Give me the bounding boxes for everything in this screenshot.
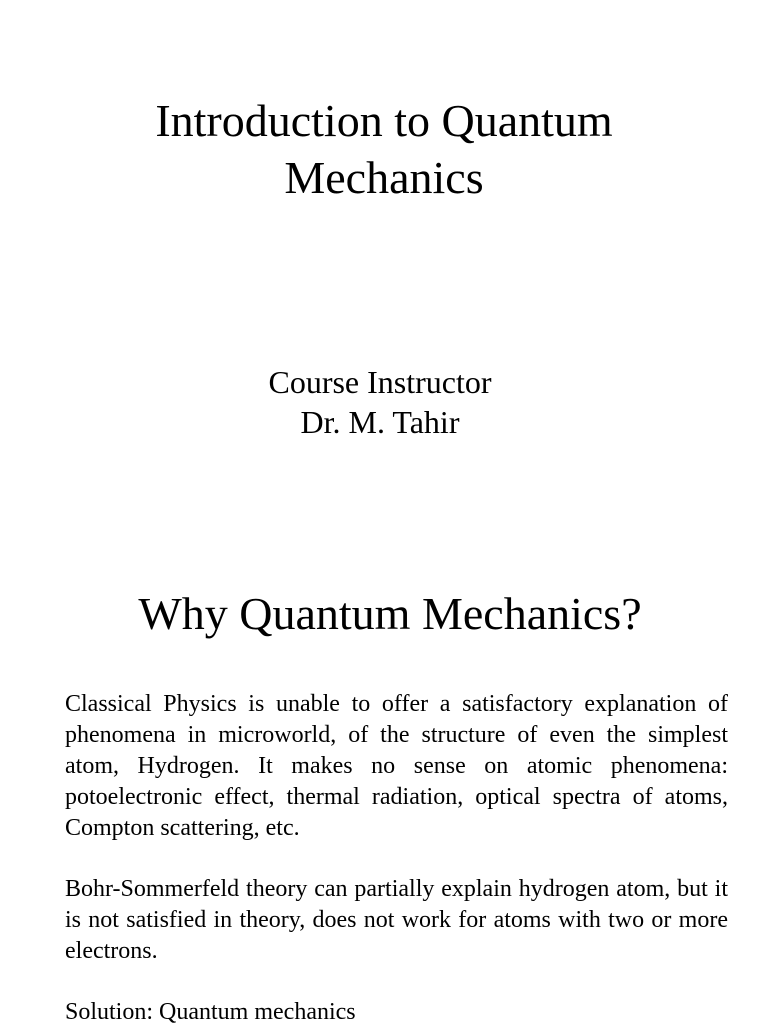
paragraph-bohr-sommerfeld: Bohr-Sommerfeld theory can partially explain hydrogen atom, but it is not satisfied in theory, does not work for atoms with two or more electrons. xyxy=(65,876,728,964)
paragraph-classical-physics: Classical Physics is unable to offer a satisfactory explanation of phenomena in microworld, of the structure of even the simplest atom, Hydrogen. It makes no sense on atomic phenomena: potoelectronic effect, thermal radiation, optical spectra of atoms, Compton scattering, etc. xyxy=(65,691,728,841)
instructor-block xyxy=(0,362,760,442)
title-line-2: Mechanics xyxy=(284,152,484,203)
document-title xyxy=(0,92,768,206)
instructor-name: Dr. M. Tahir xyxy=(300,404,460,440)
section-heading: Why Quantum Mechanics? xyxy=(138,588,642,639)
paragraph-solution: Solution: Quantum mechanics xyxy=(65,999,356,1025)
instructor-role: Course Instructor xyxy=(268,364,492,400)
title-line-1: Introduction to Quantum xyxy=(155,95,613,146)
